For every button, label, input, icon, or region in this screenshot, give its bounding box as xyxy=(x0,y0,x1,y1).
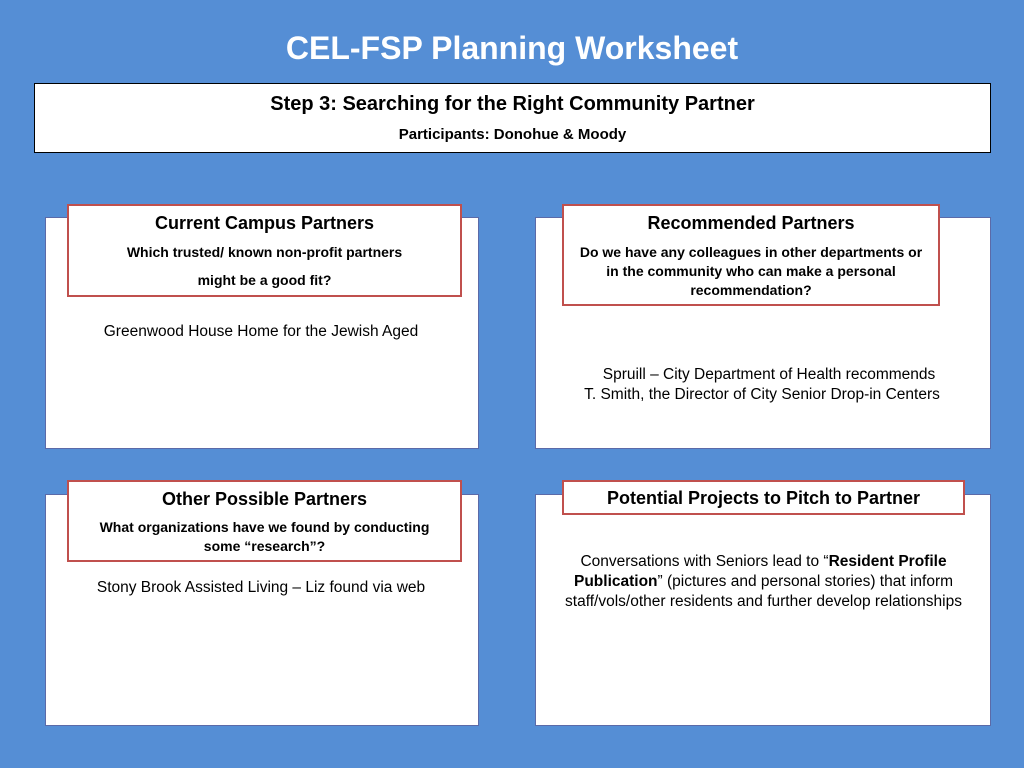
current-partners-question-line1: Which trusted/ known non-profit partners xyxy=(126,244,403,260)
other-partners-header xyxy=(67,480,462,562)
participants-label: Participants: Donohue & Moody xyxy=(398,126,627,143)
step-title: Step 3: Searching for the Right Community Partner xyxy=(270,93,755,115)
projects-answer xyxy=(562,552,965,612)
current-partners-question-line2: might be a good fit? xyxy=(197,272,332,288)
other-partners-answer: Stony Brook Assisted Living – Liz found via web xyxy=(96,579,426,596)
projects-title: Potential Projects to Pitch to Partner xyxy=(606,488,921,508)
current-partners-title: Current Campus Partners xyxy=(154,213,375,233)
projects-answer-pre: Conversations with Seniors lead to “ xyxy=(580,553,829,570)
current-partners-header xyxy=(67,204,462,297)
recommended-partners-answer xyxy=(535,365,989,405)
projects-header xyxy=(562,480,965,515)
other-partners-title: Other Possible Partners xyxy=(161,489,368,509)
step-box xyxy=(34,83,991,153)
projects-answer-bold: Resident Profile Publication xyxy=(573,553,947,590)
projects-answer-post: ” (pictures and personal stories) that inform staff/vols/other residents and further develop relationships xyxy=(565,573,962,610)
recommended-answer-line1: Spruill – City Department of Health recommends xyxy=(602,366,936,383)
page-title: CEL-FSP Planning Worksheet xyxy=(285,30,739,66)
current-partners-answer: Greenwood House Home for the Jewish Aged xyxy=(103,323,419,340)
recommended-partners-title: Recommended Partners xyxy=(647,213,855,233)
other-partners-question: What organizations have we found by conducting some “research”? xyxy=(99,519,430,554)
recommended-partners-header xyxy=(562,204,940,306)
recommended-answer-line2: T. Smith, the Director of City Senior Drop-in Centers xyxy=(584,386,940,403)
recommended-partners-question: Do we have any colleagues in other departments or in the community who can make a personal recommendation? xyxy=(579,244,923,298)
